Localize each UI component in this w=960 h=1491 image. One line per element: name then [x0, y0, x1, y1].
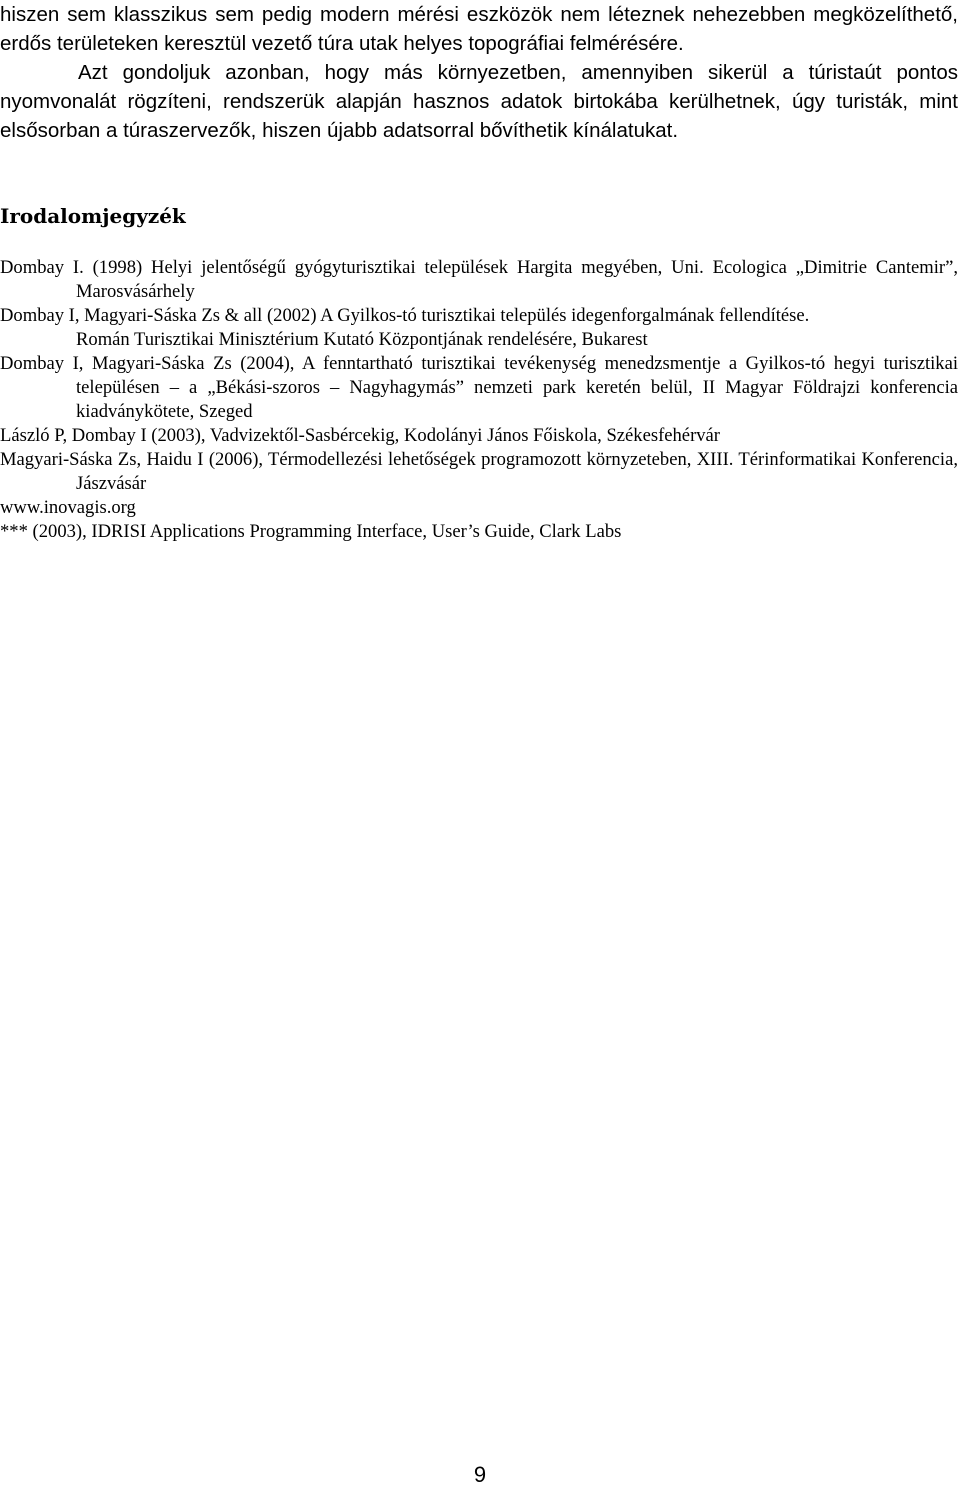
reference-item: Dombay I, Magyari-Sáska Zs (2004), A fenntartható turisztikai tevékenység menedzsmentje a Gyilkos-tó hegyi turisztikai településen – a „Békási-szoros – Nagyhagymás” nemzeti park keretén belül, II Magyar Földrajzi konferencia kiadványkötete, Szeged	[0, 353, 958, 422]
page-number: 9	[473, 1462, 487, 1487]
reference-link[interactable]: www.inovagis.org	[0, 497, 136, 518]
reference-item: Dombay I, Magyari-Sáska Zs & all (2002) A Gyilkos-tó turisztikai település idegenforgalmának fellendítése.	[0, 305, 810, 326]
reference-item-continuation: Román Turisztikai Minisztérium Kutató Központjának rendelésére, Bukarest	[76, 329, 648, 350]
reference-item: *** (2003), IDRISI Applications Programming Interface, User’s Guide, Clark Labs	[0, 521, 622, 542]
reference-item: Dombay I. (1998) Helyi jelentőségű gyógyturisztikai települések Hargita megyében, Uni. Ecologica „Dimitrie Cantemir”, Marosvásárhely	[0, 257, 958, 302]
references-list	[0, 256, 958, 544]
references-heading: Irodalomjegyzék	[0, 204, 186, 228]
body-paragraph-2: Azt gondoljuk azonban, hogy más környezetben, amennyiben sikerül a túristaút pontos nyomvonalát rögzíteni, rendszerük alapján hasznos adatok birtokába kerülhetnek, úgy turisták, mint elsősorban a túraszervezők, hiszen újabb adatsorral bővíthetik kínálatukat.	[0, 61, 958, 142]
body-paragraph-1: hiszen sem klasszikus sem pedig modern mérési eszközök nem léteznek nehezebben megközelíthető, erdős területeken keresztül vezető túra utak helyes topográfiai felmérésére.	[0, 3, 958, 55]
reference-item: László P, Dombay I (2003), Vadvizektől-Sasbércekig, Kodolányi János Főiskola, Székesfehérvár	[0, 425, 720, 446]
reference-item: Magyari-Sáska Zs, Haidu I (2006), Térmodellezési lehetőségek programozott környzeteben, XIII. Térinformatikai Konferencia, Jászvásár	[0, 449, 958, 494]
